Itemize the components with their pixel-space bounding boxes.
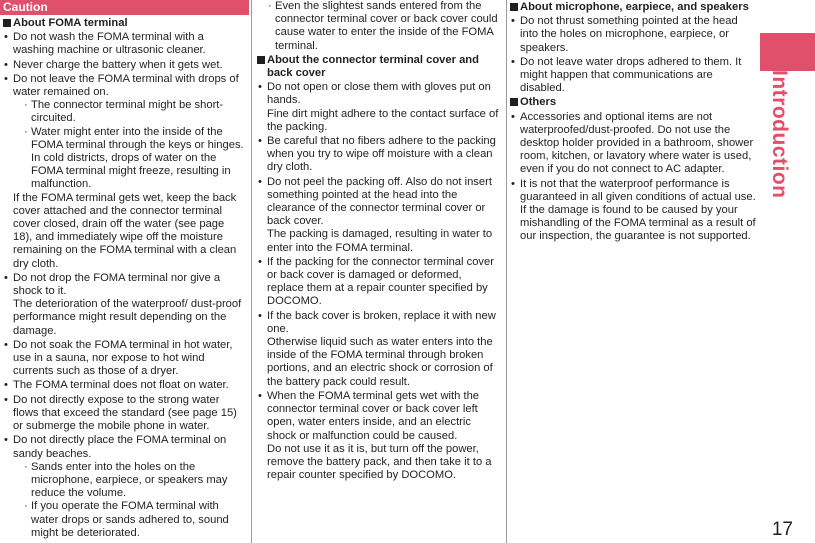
sub-item: · If you operate the FOMA terminal with water drops or sands adhered to, sound might be deteriorated. bbox=[13, 500, 246, 540]
list-item: • Accessories and optional items are not waterproofed/dust-proofed. Do not use the desktop holder provided in a bathroom, shower room, kitchen, or lavatory where water is used, even if you do not connect to AC adapter. bbox=[510, 111, 756, 177]
list-item bbox=[257, 81, 501, 134]
list-item bbox=[257, 135, 501, 175]
note-text: Otherwise liquid such as water enters into the inside of the FOMA terminal through broken portions, and an electric shock or corrosion of the battery pack could result. bbox=[267, 336, 493, 388]
heading-text: About FOMA terminal bbox=[13, 17, 128, 29]
caution-list bbox=[257, 81, 501, 482]
sub-item: · Water might enter into the inside of the FOMA terminal through the keys or hinges. In cold districts, drops of water on the FOMA terminal might freeze, resulting in malfunction. bbox=[13, 126, 246, 192]
column-1 bbox=[3, 0, 246, 540]
list-item-text: • Be careful that no fibers adhere to the packing when you try to wipe off moisture with a clean dry cloth. bbox=[267, 135, 496, 174]
list-item: • Do not leave water drops adhered to them. It might happen that communications are disabled. bbox=[510, 56, 756, 96]
heading-text: About microphone, earpiece, and speakers bbox=[520, 1, 749, 13]
list-item-text: • Do not open or close them with gloves put on hands. bbox=[267, 81, 491, 107]
list-item-text: • Do not peel the packing off. Also do not insert something pointed at the head into the clearance of the connector terminal cover or back cover. bbox=[267, 175, 492, 228]
list-item bbox=[257, 310, 501, 389]
list-item-text: • When the FOMA terminal gets wet with the connector terminal cover or back cover left open, water enters inside, and an electric shock or malfunction could be caused. bbox=[267, 389, 480, 442]
square-bullet-icon bbox=[510, 98, 518, 106]
column-3 bbox=[510, 0, 756, 244]
heading-text: Others bbox=[520, 96, 557, 109]
heading-others bbox=[510, 96, 756, 109]
square-bullet-icon bbox=[510, 3, 518, 11]
section-label: Introduction bbox=[768, 70, 791, 199]
square-bullet-icon bbox=[3, 19, 11, 27]
column-divider bbox=[506, 0, 507, 543]
caution-list bbox=[510, 15, 756, 95]
square-bullet-icon bbox=[257, 56, 265, 64]
note-text: The packing is damaged, resulting in water to enter into the FOMA terminal. bbox=[267, 228, 493, 254]
column-divider bbox=[251, 0, 252, 543]
caution-banner: Caution bbox=[0, 0, 249, 15]
list-item bbox=[257, 390, 501, 482]
list-item bbox=[3, 272, 246, 338]
caution-list bbox=[510, 111, 756, 244]
heading-text: About the connector terminal cover and back cover bbox=[267, 53, 479, 80]
list-item: • Do not wash the FOMA terminal with a washing machine or ultrasonic cleaner. bbox=[3, 31, 246, 57]
list-item bbox=[257, 176, 501, 255]
note-text: If the FOMA terminal gets wet, keep the back cover attached and the connector terminal cover closed, drain off the water (see page 18), and immediately wipe off the moisture remaining on the FOMA terminal with a clean dry cloth. bbox=[13, 191, 237, 270]
list-item bbox=[3, 434, 246, 540]
list-item-text: • If the back cover is broken, replace it with new one. bbox=[267, 309, 496, 335]
page-number: 17 bbox=[771, 519, 793, 540]
sub-item: · The connector terminal might be short-circuited. bbox=[13, 99, 246, 125]
list-item bbox=[3, 73, 246, 192]
list-item-text: • Do not leave the FOMA terminal with drops of water remained on. bbox=[13, 72, 239, 99]
list-item-text: • Do not directly place the FOMA terminal on sandy beaches. bbox=[13, 434, 227, 460]
list-item-text: • Do not drop the FOMA terminal nor give a shock to it. bbox=[13, 271, 221, 298]
column-2 bbox=[257, 0, 501, 482]
sub-item: · Sands enter into the holes on the microphone, earpiece, or speakers may reduce the volume. bbox=[13, 461, 246, 501]
list-item: • Never charge the battery when it gets wet. bbox=[3, 59, 246, 72]
list-item-text: • If the packing for the connector terminal cover or back cover is damaged or deformed, replace them at a repair counter specified by DOCOMO. bbox=[267, 255, 494, 308]
list-item: • Do not directly expose to the strong water flows that exceed the standard (see page 15) or submerge the mobile phone in water. bbox=[3, 394, 246, 434]
list-item: • Do not thrust something pointed at the head into the holes on microphone, earpiece, or speakers. bbox=[510, 15, 756, 55]
list-item: • Do not soak the FOMA terminal in hot water, use in a sauna, nor expose to hot wind currents such as those of a dryer. bbox=[3, 339, 246, 379]
note-text: The deterioration of the waterproof/ dust-proof performance might result depending on the damage. bbox=[13, 298, 242, 337]
caution-list bbox=[3, 272, 246, 540]
section-tab bbox=[760, 33, 815, 71]
note-text: Fine dirt might adhere to the contact surface of the packing. bbox=[267, 107, 499, 133]
heading-connector-cover bbox=[257, 54, 501, 80]
list-item: • It is not that the waterproof performance is guaranteed in all given conditions of actual use. If the damage is found to be caused by your mishandling of the FOMA terminal as a result of our inspection, the guarantee is not supported. bbox=[510, 178, 756, 244]
sub-item: · Even the slightest sands entered from the connector terminal cover or back cover could cause water to enter the inside of the FOMA terminal. bbox=[257, 0, 501, 53]
list-item bbox=[257, 256, 501, 309]
note-text: Do not use it as it is, but turn off the power, remove the battery pack, and then take it to a repair counter specified by DOCOMO. bbox=[267, 442, 492, 482]
caution-list bbox=[3, 31, 246, 191]
list-item: • The FOMA terminal does not float on water. bbox=[3, 379, 246, 392]
heading-microphone bbox=[510, 1, 756, 14]
heading-about-foma-terminal bbox=[3, 17, 246, 30]
